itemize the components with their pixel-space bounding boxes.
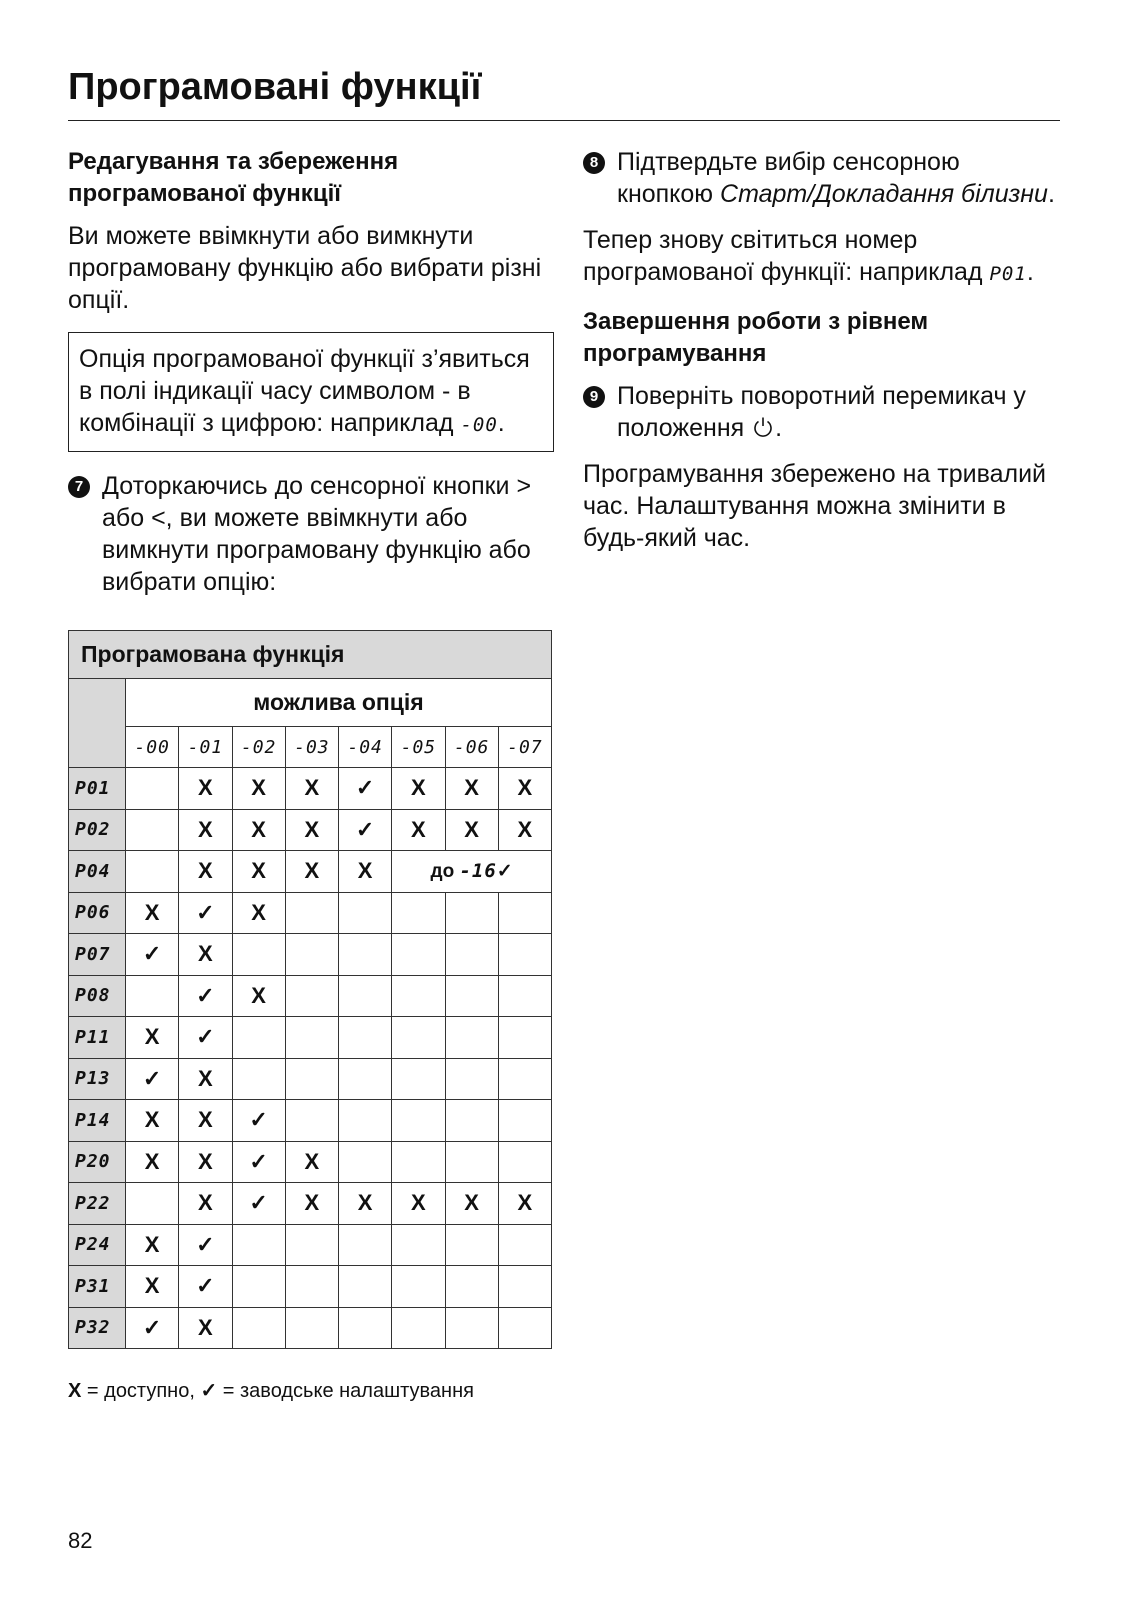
table-row (69, 1183, 552, 1225)
option-cell: ✓ (179, 1266, 232, 1308)
final-paragraph: Програмування збережено на тривалий час. Налаштування можна змінити в будь-який час. (583, 460, 1047, 552)
function-code-cell: P04 (69, 851, 126, 893)
after-step-8-example: P01 (989, 263, 1027, 285)
table-row (69, 892, 552, 934)
step-7-number: 7 (68, 476, 90, 498)
step-9: 9 Поверніть поворотний перемикач у положення . (583, 380, 1060, 444)
function-code-cell: P06 (69, 892, 126, 934)
option-cell: X (285, 851, 338, 893)
option-cell: X (126, 1141, 179, 1183)
option-cell (126, 851, 179, 893)
step-8: 8 Підтвердьте вибір сенсорною кнопкою Старт/Докладання білизни. (583, 146, 1060, 210)
function-code-cell: P11 (69, 1017, 126, 1059)
option-cell (285, 1100, 338, 1142)
option-code-header: -05 (392, 727, 445, 768)
option-cell (285, 975, 338, 1017)
option-cell: X (445, 768, 498, 810)
option-cell (232, 1058, 285, 1100)
table-row (69, 1307, 552, 1349)
left-column (68, 146, 554, 612)
option-cell (285, 1058, 338, 1100)
option-cell: X (498, 1183, 551, 1225)
option-cell (232, 934, 285, 976)
option-cell: X (179, 1058, 232, 1100)
option-cell: ✓ (126, 1058, 179, 1100)
option-cell (232, 1017, 285, 1059)
option-cell: X (126, 1017, 179, 1059)
option-cell (285, 892, 338, 934)
section-heading-editing: Редагування та збереження програмованої функції (68, 148, 399, 207)
option-cell: X (179, 1141, 232, 1183)
option-code-header: -06 (445, 727, 498, 768)
option-cell: ✓ (339, 809, 392, 851)
option-code-header: -01 (179, 727, 232, 768)
option-cell: ✓ (232, 1183, 285, 1225)
option-cell: ✓ (232, 1100, 285, 1142)
option-cell (285, 1017, 338, 1059)
table-row (69, 1266, 552, 1308)
power-icon (751, 415, 775, 439)
option-cell (126, 768, 179, 810)
option-cell: X (339, 1183, 392, 1225)
function-code-cell: P08 (69, 975, 126, 1017)
table-row (69, 1017, 552, 1059)
table-header-function: Програмована функція (69, 631, 552, 679)
step-7-text: Доторкаючись до сенсорної кнопки > або <, ви можете ввімкнути або вимкнути програмовану функцію або вибрати опцію: (102, 472, 532, 596)
option-cell (498, 1266, 551, 1308)
option-cell: X (445, 1183, 498, 1225)
option-cell (445, 934, 498, 976)
option-cell (285, 1307, 338, 1349)
function-code-cell: P32 (69, 1307, 126, 1349)
option-cell (232, 1224, 285, 1266)
function-code-cell: P24 (69, 1224, 126, 1266)
page-number: 82 (68, 1528, 93, 1553)
option-cell: X (285, 768, 338, 810)
option-cell (445, 1100, 498, 1142)
table-row (69, 934, 552, 976)
option-cell: X (179, 809, 232, 851)
title-divider (68, 120, 1060, 121)
range-prefix: до (430, 860, 455, 882)
option-cell (498, 934, 551, 976)
option-cell: ✓ (179, 1224, 232, 1266)
option-cell: ✓ (126, 1307, 179, 1349)
option-cell: X (392, 1183, 445, 1225)
option-code-header: -04 (339, 727, 392, 768)
option-cell: X (126, 1100, 179, 1142)
option-cell (392, 1266, 445, 1308)
option-cell (392, 1058, 445, 1100)
right-column (583, 146, 1060, 570)
range-code: -16 (459, 859, 497, 882)
option-cell (498, 1058, 551, 1100)
option-cell (498, 975, 551, 1017)
option-cell (445, 1224, 498, 1266)
after-step-8-paragraph: Тепер знову світиться номер програмованої функції: наприклад P01. (583, 226, 1034, 286)
option-range-cell (392, 851, 552, 893)
option-cell: X (179, 768, 232, 810)
option-cell (498, 1307, 551, 1349)
option-cell (126, 809, 179, 851)
option-cell (392, 1224, 445, 1266)
option-cell: X (232, 851, 285, 893)
option-cell: X (126, 892, 179, 934)
step-8-button-name: Старт/Докладання білизни (720, 180, 1048, 208)
function-code-cell: P22 (69, 1183, 126, 1225)
option-cell (339, 1100, 392, 1142)
option-cell (126, 1183, 179, 1225)
intro-paragraph: Ви можете ввімкнути або вимкнути програмовану функцію або вибрати різні опції. (68, 222, 542, 314)
note-text: Опція програмованої функції з’явиться в полі індикації часу символом - в комбінації з цифрою: наприклад (79, 345, 530, 437)
function-code-cell: P13 (69, 1058, 126, 1100)
option-cell (232, 1307, 285, 1349)
step-7 (68, 470, 554, 598)
option-cell (445, 975, 498, 1017)
function-code-cell: P02 (69, 809, 126, 851)
legend-check-text: = заводське налаштування (222, 1380, 474, 1402)
option-cell (498, 1100, 551, 1142)
after-step-8-text: Тепер знову світиться номер програмованої функції: наприклад (583, 226, 983, 286)
option-cell: X (285, 809, 338, 851)
option-cell (445, 1141, 498, 1183)
range-check-mark: ✓ (496, 860, 513, 882)
step-8-text: Підтвердьте вибір сенсорною кнопкою (617, 148, 960, 208)
option-cell (285, 1266, 338, 1308)
option-cell (392, 892, 445, 934)
option-cell: ✓ (126, 934, 179, 976)
option-cell (392, 1141, 445, 1183)
table-row (69, 809, 552, 851)
option-cell: X (179, 934, 232, 976)
option-code-row (69, 727, 552, 768)
option-cell: ✓ (232, 1141, 285, 1183)
option-cell (339, 1058, 392, 1100)
function-code-cell: P07 (69, 934, 126, 976)
option-cell: X (498, 809, 551, 851)
step-9-text: Поверніть поворотний перемикач у положення (617, 382, 1026, 442)
option-cell (339, 975, 392, 1017)
option-code-header: -03 (285, 727, 338, 768)
option-cell (498, 1141, 551, 1183)
option-cell (339, 1017, 392, 1059)
option-cell: ✓ (179, 975, 232, 1017)
option-cell: X (179, 1307, 232, 1349)
option-cell: X (232, 975, 285, 1017)
table-row (69, 851, 552, 893)
option-code-header: -07 (498, 727, 551, 768)
function-code-cell: P20 (69, 1141, 126, 1183)
step-8-number: 8 (583, 152, 605, 174)
option-cell (232, 1266, 285, 1308)
option-cell: X (285, 1141, 338, 1183)
option-cell: X (126, 1266, 179, 1308)
function-code-cell: P01 (69, 768, 126, 810)
option-cell (339, 1266, 392, 1308)
page-title: Програмовані функції (68, 66, 482, 108)
option-cell: ✓ (179, 1017, 232, 1059)
option-cell (392, 1307, 445, 1349)
option-cell: X (392, 768, 445, 810)
table-row (69, 1058, 552, 1100)
option-code-header: -00 (126, 727, 179, 768)
table-row (69, 1100, 552, 1142)
option-cell (445, 1266, 498, 1308)
legend (68, 1378, 552, 1404)
option-cell: X (232, 892, 285, 934)
table-row (69, 1224, 552, 1266)
table-body (69, 768, 552, 1349)
function-code-cell: P31 (69, 1266, 126, 1308)
option-cell: X (339, 851, 392, 893)
table-header-option: можлива опція (126, 679, 552, 727)
section-heading-finish: Завершення роботи з рівнем програмування (583, 308, 929, 367)
option-cell: X (179, 1183, 232, 1225)
option-cell: X (179, 1100, 232, 1142)
option-cell (339, 934, 392, 976)
option-cell (445, 892, 498, 934)
option-cell: X (179, 851, 232, 893)
option-cell (392, 1017, 445, 1059)
option-cell: X (285, 1183, 338, 1225)
option-code-header: -02 (232, 727, 285, 768)
option-cell: X (232, 809, 285, 851)
option-cell: X (445, 809, 498, 851)
note-box: Опція програмованої функції з’явиться в полі індикації часу символом - в комбінації з цифрою: наприклад -00. (68, 332, 554, 452)
option-cell: ✓ (179, 892, 232, 934)
option-cell (445, 1017, 498, 1059)
option-cell (392, 934, 445, 976)
legend-check-symbol: ✓ (200, 1380, 218, 1402)
table-header-corner (69, 679, 126, 768)
legend-x-symbol: X (68, 1380, 82, 1402)
option-cell: X (126, 1224, 179, 1266)
table-row (69, 1141, 552, 1183)
option-cell (285, 1224, 338, 1266)
option-cell (339, 1224, 392, 1266)
note-example-code: -00 (460, 414, 498, 436)
option-cell (339, 1141, 392, 1183)
option-cell (285, 934, 338, 976)
option-cell (392, 1100, 445, 1142)
option-cell (445, 1307, 498, 1349)
function-code-cell: P14 (69, 1100, 126, 1142)
option-cell: X (392, 809, 445, 851)
option-cell (498, 892, 551, 934)
option-cell: X (232, 768, 285, 810)
table-row (69, 975, 552, 1017)
option-cell: ✓ (339, 768, 392, 810)
option-cell (126, 975, 179, 1017)
options-table (68, 630, 552, 1349)
option-cell (445, 1058, 498, 1100)
option-cell (498, 1224, 551, 1266)
option-cell: X (498, 768, 551, 810)
option-cell (339, 892, 392, 934)
step-9-number: 9 (583, 386, 605, 408)
table-row (69, 768, 552, 810)
option-cell (392, 975, 445, 1017)
legend-x-text: = доступно, (86, 1380, 195, 1402)
option-cell (339, 1307, 392, 1349)
option-cell (498, 1017, 551, 1059)
